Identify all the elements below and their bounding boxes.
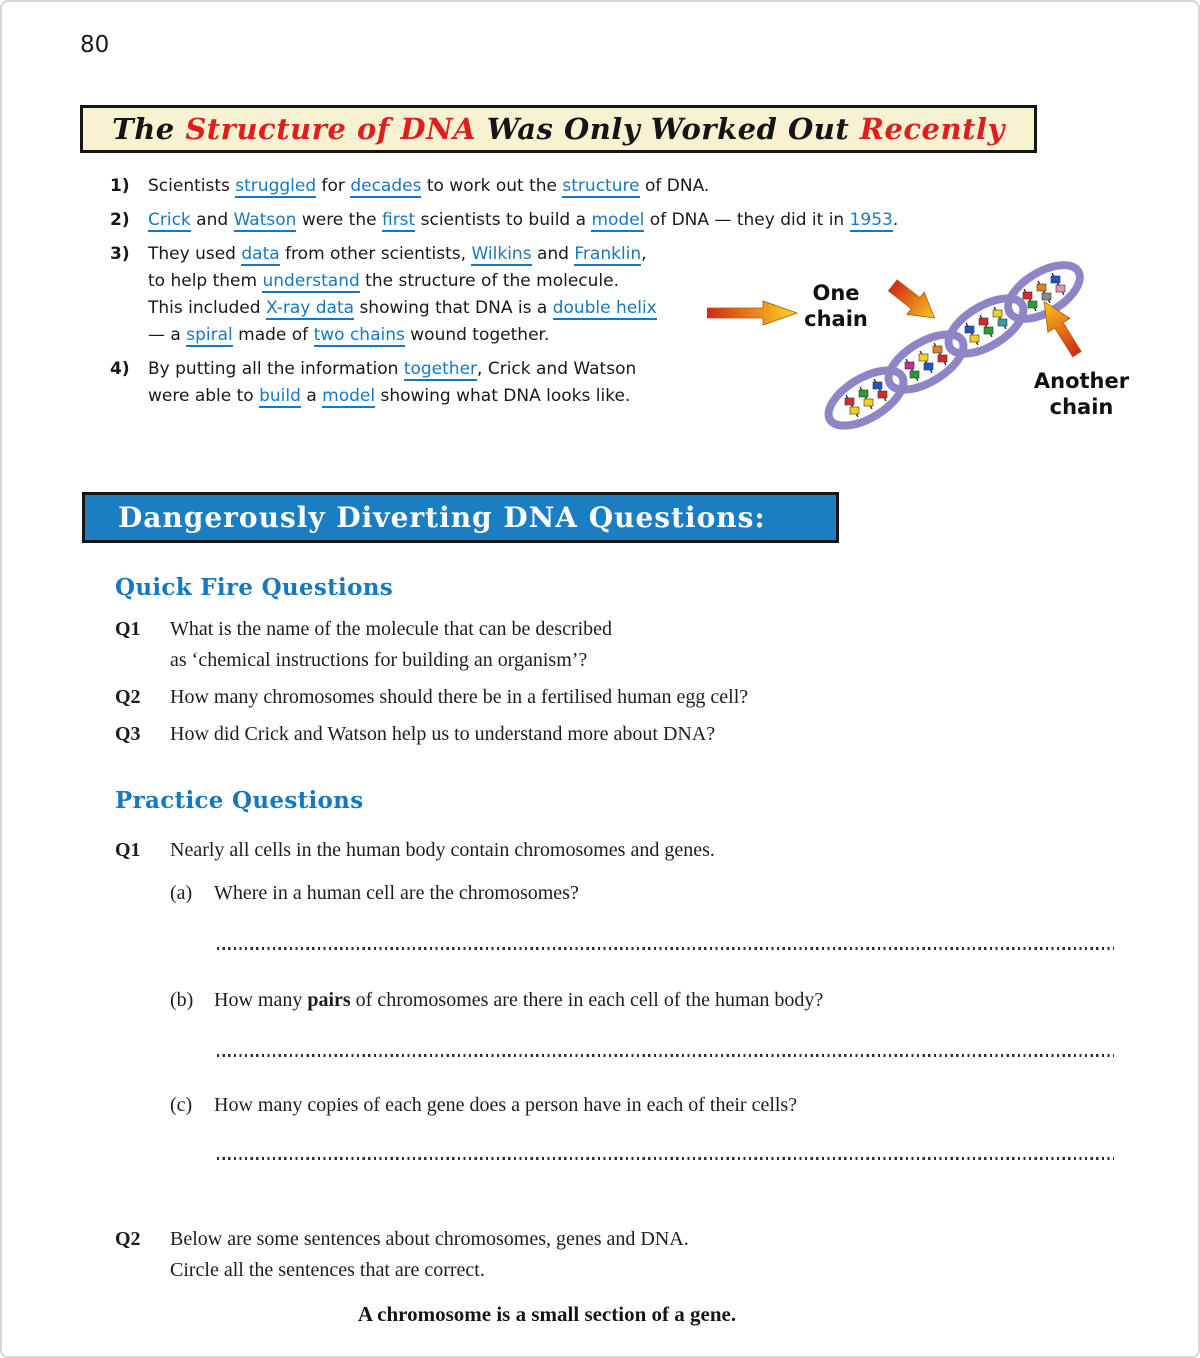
quick-fire-heading: Quick Fire Questions: [115, 574, 393, 601]
part-text: Where in a human cell are the chromosomes?: [214, 882, 579, 904]
part-text: How many pairs of chromosomes are there in each cell of the human body?: [214, 989, 824, 1011]
statement-sentence: A chromosome is a small section of a gene.: [357, 1302, 737, 1326]
title-banner: [80, 105, 1037, 153]
questions-banner: [82, 492, 839, 543]
question-number: Q2: [115, 1228, 141, 1250]
part-text: How many copies of each gene does a person have in each of their cells?: [214, 1094, 798, 1116]
answer-dotted-line: [217, 947, 1114, 950]
part-label: (a): [170, 882, 193, 904]
question-number: Q1: [115, 618, 141, 640]
another-chain-label: Another chain: [1033, 369, 1130, 419]
question-number: Q2: [115, 686, 141, 708]
quick-fire-q1: [115, 614, 935, 676]
practice-heading: Practice Questions: [115, 787, 364, 814]
intro-item-number: 3): [110, 244, 130, 264]
answer-dotted-line: [217, 1054, 1114, 1057]
answer-dotted-line: [217, 1157, 1114, 1160]
practice-q1-part-c: [170, 1090, 1110, 1120]
question-row: [115, 835, 1035, 866]
practice-q1-part-a: [170, 878, 1110, 908]
intro-item-text: Scientists struggled for decades to work out the structure of DNA.: [148, 176, 710, 196]
question-text: How many chromosomes should there be in a fertilised human egg cell?: [170, 686, 749, 708]
part-label: (c): [170, 1094, 193, 1116]
double-helix-pointer-arrow-icon: [707, 300, 799, 326]
part-label: (b): [170, 989, 194, 1011]
question-text: What is the name of the molecule that can be described as ‘chemical instructions for building an organism’?: [170, 618, 613, 671]
quick-fire-q2: [115, 682, 935, 713]
intro-item-number: 4): [110, 359, 130, 379]
quick-fire-q3: [115, 719, 935, 750]
dna-figure: [692, 230, 1197, 450]
practice-q1: [115, 835, 1035, 872]
practice-q2: [115, 1224, 1035, 1292]
question-row: [115, 1224, 1035, 1286]
intro-item-text: Crick and Watson were the first scientists to build a model of DNA — they did it in 1953.: [148, 210, 899, 230]
practice-q1-part-b: [170, 985, 1110, 1015]
question-number: Q1: [115, 839, 141, 861]
one-chain-label: One chain: [804, 281, 868, 331]
questions-banner-label: Dangerously Diverting DNA Questions:: [118, 501, 766, 534]
question-number: Q3: [115, 723, 141, 745]
intro-item-number: 2): [110, 210, 130, 230]
question-text: How did Crick and Watson help us to understand more about DNA?: [170, 723, 716, 745]
question-text: Below are some sentences about chromosomes, genes and DNA. Circle all the sentences that are correct.: [170, 1228, 689, 1281]
intro-item-number: 1): [110, 176, 130, 196]
page-title: The Structure of DNA Was Only Worked Out Recently: [112, 112, 1005, 146]
intro-item-1: [110, 173, 1010, 200]
intro-item-text: By putting all the information together, Crick and Watson were able to build a model showing what DNA looks like.: [148, 359, 637, 406]
quick-fire-list: [115, 614, 935, 756]
question-text: Nearly all cells in the human body contain chromosomes and genes.: [170, 839, 715, 861]
page-number: 80: [80, 32, 110, 58]
intro-item-text: They used data from other scientists, Wilkins and Franklin, to help them understand the structure of the molecule. This included X-ray data showing that DNA is a double helix — a spiral made of two chains wound together.: [148, 244, 657, 345]
another-chain-arrow-icon: [1030, 285, 1090, 369]
